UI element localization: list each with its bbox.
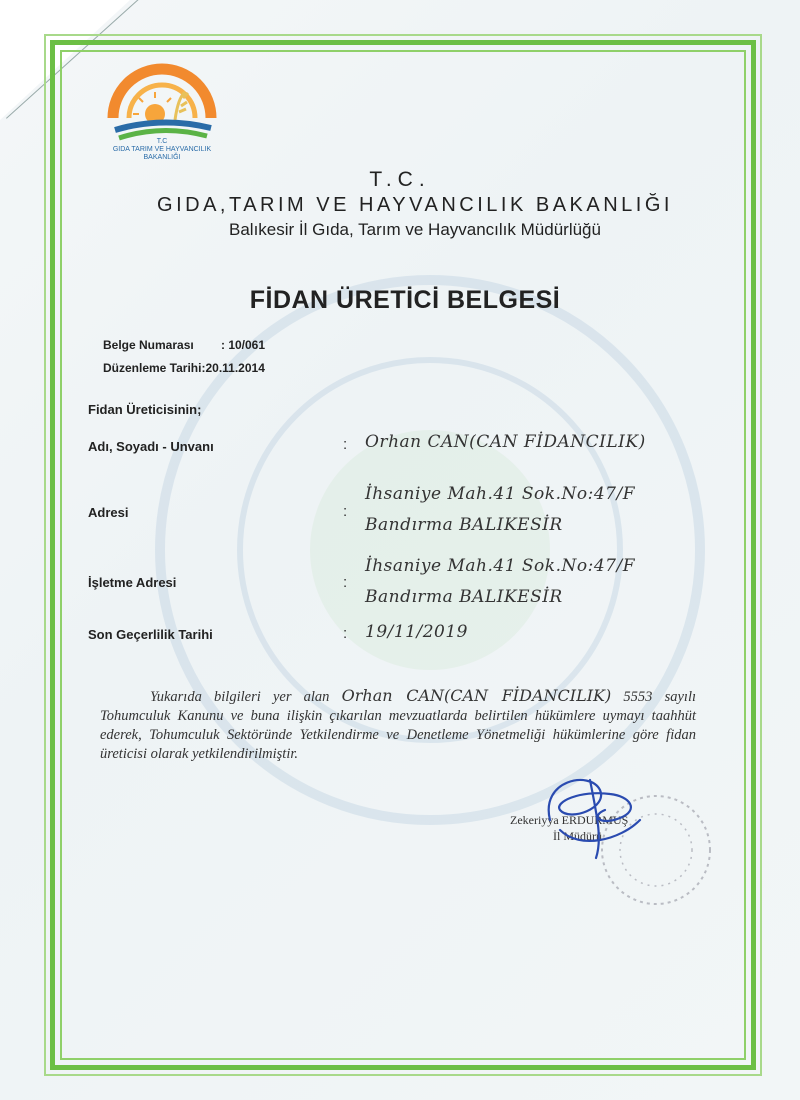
address-line2: Bandırma BALIKESİR — [365, 515, 563, 535]
address-line1: İhsaniye Mah.41 Sok.No:47/F — [365, 484, 635, 504]
address-colon: : — [343, 503, 348, 520]
business-address-line1: İhsaniye Mah.41 Sok.No:47/F — [365, 556, 635, 576]
issue-date-value: :20.11.2014 — [201, 361, 265, 375]
address-label: Adresi — [88, 505, 129, 520]
paragraph-name: Orhan CAN(CAN FİDANCILIK) — [341, 686, 612, 705]
signatory-name: Zekeriyya ERDURMUŞ — [510, 813, 629, 827]
validity-value: 19/11/2019 — [365, 622, 468, 642]
validity-label: Son Geçerlilik Tarihi — [88, 627, 213, 642]
header-ministry: GIDA,TARIM VE HAYVANCILIK BAKANLIĞI — [157, 194, 673, 216]
document-number-row — [103, 338, 265, 352]
signatory-title: İl Müdürü — [553, 829, 602, 843]
header-directorate: Balıkesir İl Gıda, Tarım ve Hayvancılık Müdürlüğü — [229, 220, 601, 239]
name-colon: : — [343, 436, 348, 453]
name-value: Orhan CAN(CAN FİDANCILIK) — [365, 432, 646, 452]
name-label: Adı, Soyadı - Unvanı — [88, 439, 214, 454]
document-number-value: : 10/061 — [221, 338, 266, 352]
business-address-label: İşletme Adresi — [88, 575, 177, 590]
authorization-paragraph — [100, 686, 696, 764]
business-address-colon: : — [343, 574, 348, 591]
document-number-label: Belge Numarası — [103, 338, 194, 352]
logo-tc: T.C — [156, 138, 168, 145]
paragraph-before: Yukarıda bilgileri yer alan — [150, 689, 330, 705]
paragraph-after: 5553 sayılı Tohumculuk Kanunu ve buna ilişkin çıkarılan mevzuatlarda belirtilen hükümlere uymayı taahhüt ederek, Tohumculuk Sektöründe Yetkilendirme ve Denetleme Yönetmeliği hükümlerine göre fidan üreticisi olarak yetkilendirilmiştir. — [100, 689, 697, 762]
issue-date-row — [103, 361, 265, 375]
validity-colon: : — [343, 625, 348, 642]
section-label: Fidan Üreticisinin; — [88, 402, 202, 417]
logo-ministry-line2: BAKANLIĞI — [143, 154, 181, 161]
issue-date-label: Düzenleme Tarihi — [103, 361, 202, 375]
logo-caption — [96, 138, 228, 162]
document-title: FİDAN ÜRETİCİ BELGESİ — [249, 286, 561, 314]
header-tc: T.C. — [369, 168, 431, 191]
logo-ministry-line: GIDA TARIM VE HAYVANCILIK — [112, 146, 212, 153]
business-address-line2: Bandırma BALIKESİR — [365, 587, 563, 607]
handwritten-signature — [520, 760, 680, 870]
